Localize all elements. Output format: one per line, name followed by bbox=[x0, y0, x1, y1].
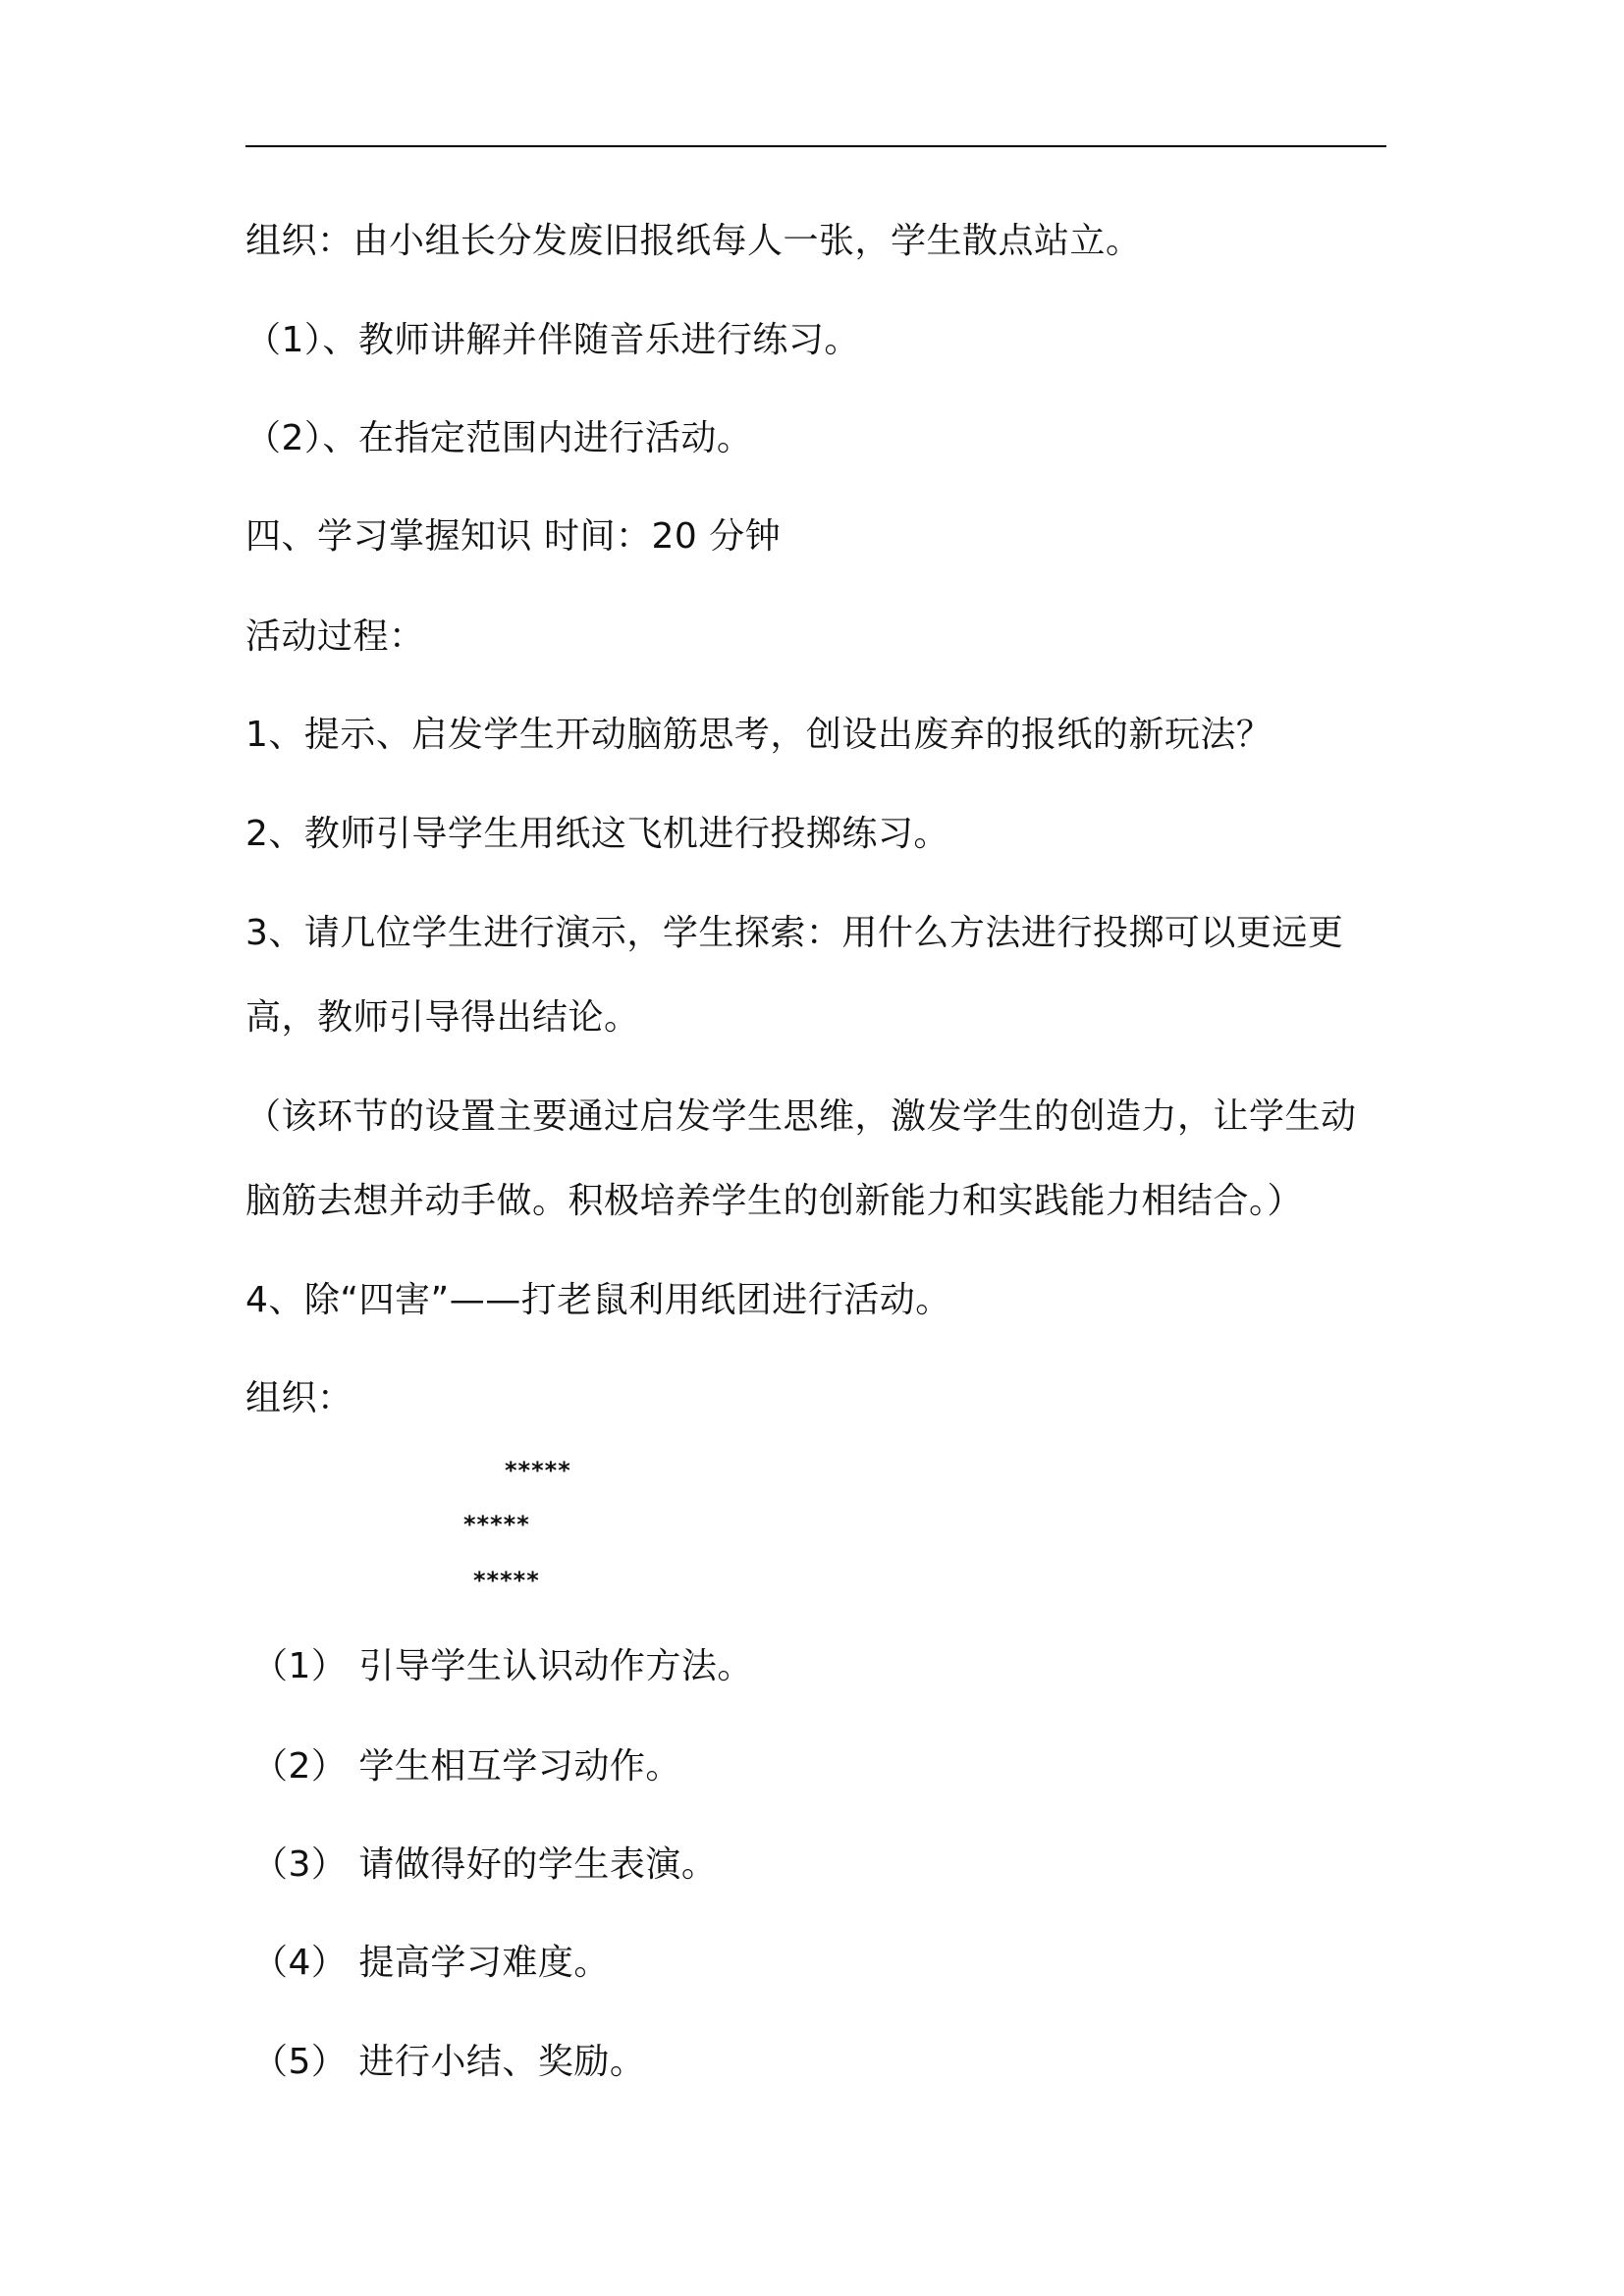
formation-row-1: ***** bbox=[505, 1457, 571, 1484]
step-2: （2） 学生相互学习动作。 bbox=[252, 1746, 681, 1787]
paragraph-point-1: 1、提示、启发学生开动脑筋思考，创设出废弃的报纸的新玩法？ bbox=[245, 715, 1272, 755]
section-heading-four: 四、学习掌握知识 时间：20 分钟 bbox=[245, 516, 782, 557]
paragraph-point-2: 2、教师引导学生用纸这飞机进行投掷练习。 bbox=[245, 814, 949, 854]
header-rule bbox=[245, 145, 1386, 147]
step-1: （1） 引导学生认识动作方法。 bbox=[252, 1646, 753, 1686]
step-5: （5） 进行小结、奖励。 bbox=[252, 2042, 646, 2082]
formation-row-2: ***** bbox=[463, 1511, 530, 1538]
paragraph-organization: 组织：由小组长分发废旧报纸每人一张，学生散点站立。 bbox=[245, 221, 1142, 261]
paragraph-activity-process: 活动过程： bbox=[245, 616, 425, 657]
step-3: （3） 请做得好的学生表演。 bbox=[252, 1844, 718, 1885]
paragraph-item-2: （2）、在指定范围内进行活动。 bbox=[245, 418, 753, 458]
paragraph-note-cont: 脑筋去想并动手做。积极培养学生的创新能力和实践能力相结合。） bbox=[245, 1181, 1304, 1221]
step-4: （4） 提高学习难度。 bbox=[252, 1943, 610, 1983]
paragraph-point-3: 3、请几位学生进行演示，学生探索：用什么方法进行投掷可以更远更 bbox=[245, 913, 1344, 953]
paragraph-note: （该环节的设置主要通过启发学生思维，激发学生的创造力，让学生动 bbox=[245, 1096, 1357, 1137]
paragraph-item-1: （1）、教师讲解并伴随音乐进行练习。 bbox=[245, 320, 860, 360]
formation-row-3: ***** bbox=[473, 1567, 540, 1594]
paragraph-point-4: 4、除“四害”——打老鼠利用纸团进行活动。 bbox=[245, 1280, 951, 1320]
paragraph-point-3-cont: 高，教师引导得出结论。 bbox=[245, 997, 640, 1038]
paragraph-organization-2: 组织： bbox=[245, 1378, 353, 1418]
